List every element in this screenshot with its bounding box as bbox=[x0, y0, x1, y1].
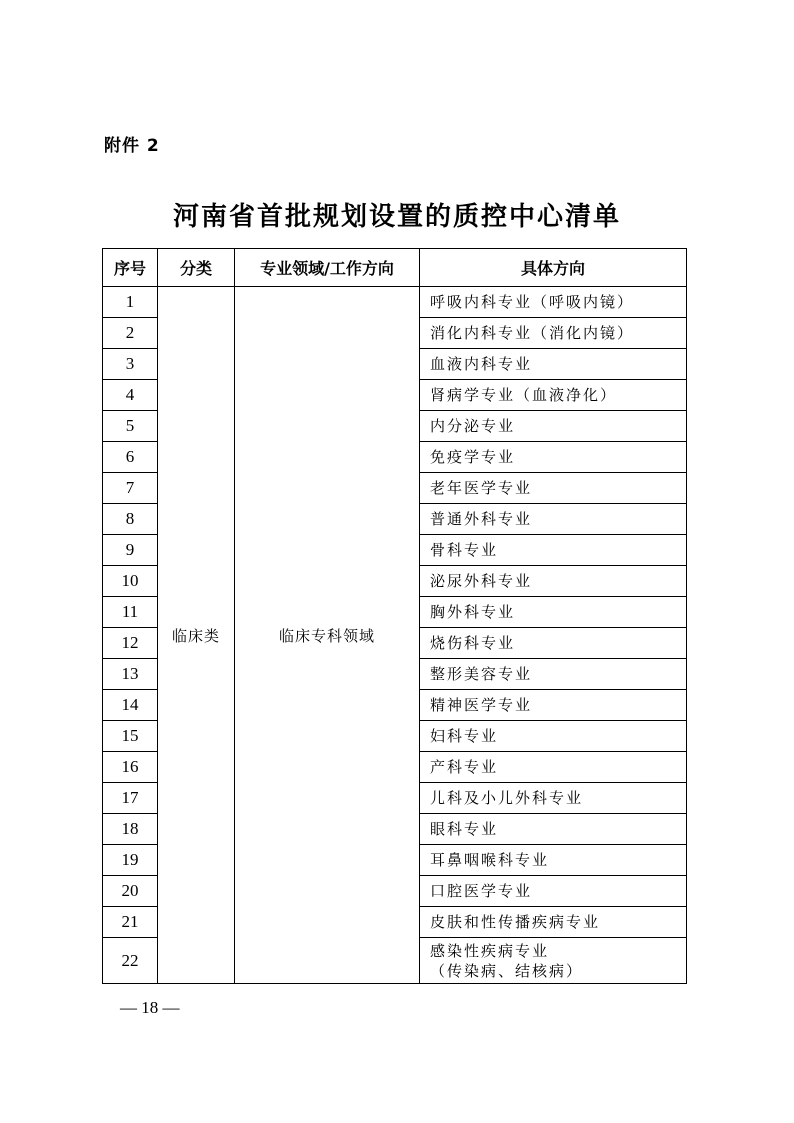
row-seq-cell: 8 bbox=[103, 504, 158, 535]
direction-cell: 妇科专业 bbox=[420, 721, 687, 752]
direction-cell: 胸外科专业 bbox=[420, 597, 687, 628]
table bbox=[102, 248, 687, 984]
row-seq-cell: 10 bbox=[103, 566, 158, 597]
row-seq-cell: 5 bbox=[103, 411, 158, 442]
direction-cell: 呼吸内科专业（呼吸内镜） bbox=[420, 287, 687, 318]
category-cell: 临床类 bbox=[158, 287, 235, 984]
direction-cell: 内分泌专业 bbox=[420, 411, 687, 442]
direction-cell: 口腔医学专业 bbox=[420, 876, 687, 907]
row-seq-cell: 14 bbox=[103, 690, 158, 721]
row-seq-cell: 2 bbox=[103, 318, 158, 349]
direction-cell: 精神医学专业 bbox=[420, 690, 687, 721]
direction-cell: 整形美容专业 bbox=[420, 659, 687, 690]
direction-cell: 肾病学专业（血液净化） bbox=[420, 380, 687, 411]
row-seq-cell: 13 bbox=[103, 659, 158, 690]
direction-cell: 皮肤和性传播疾病专业 bbox=[420, 907, 687, 938]
direction-line-1: 感染性疾病专业 bbox=[430, 941, 550, 960]
attachment-label: 附件 2 bbox=[104, 136, 160, 156]
row-seq-cell: 17 bbox=[103, 783, 158, 814]
row-seq-cell: 19 bbox=[103, 845, 158, 876]
direction-cell: 烧伤科专业 bbox=[420, 628, 687, 659]
direction-cell bbox=[420, 938, 687, 984]
row-seq-cell: 16 bbox=[103, 752, 158, 783]
row-seq-cell: 20 bbox=[103, 876, 158, 907]
row-seq-cell: 15 bbox=[103, 721, 158, 752]
table-body bbox=[103, 287, 687, 984]
header-field: 专业领域/工作方向 bbox=[235, 249, 420, 287]
row-seq-cell: 9 bbox=[103, 535, 158, 566]
row-seq-cell: 1 bbox=[103, 287, 158, 318]
direction-cell: 耳鼻咽喉科专业 bbox=[420, 845, 687, 876]
header-direction: 具体方向 bbox=[420, 249, 687, 287]
direction-cell: 儿科及小儿外科专业 bbox=[420, 783, 687, 814]
direction-cell: 产科专业 bbox=[420, 752, 687, 783]
header-category: 分类 bbox=[158, 249, 235, 287]
direction-cell: 骨科专业 bbox=[420, 535, 687, 566]
direction-cell: 老年医学专业 bbox=[420, 473, 687, 504]
document-title: 河南省首批规划设置的质控中心清单 bbox=[172, 202, 621, 232]
field-cell: 临床专科领域 bbox=[235, 287, 420, 984]
quality-control-center-table bbox=[102, 248, 687, 984]
direction-cell: 普通外科专业 bbox=[420, 504, 687, 535]
row-seq-cell: 4 bbox=[103, 380, 158, 411]
direction-cell: 眼科专业 bbox=[420, 814, 687, 845]
direction-cell: 血液内科专业 bbox=[420, 349, 687, 380]
row-seq-cell: 7 bbox=[103, 473, 158, 504]
row-seq-cell: 11 bbox=[103, 597, 158, 628]
row-seq-cell: 21 bbox=[103, 907, 158, 938]
row-seq-cell: 18 bbox=[103, 814, 158, 845]
row-seq-cell: 22 bbox=[103, 938, 158, 984]
row-seq-cell: 6 bbox=[103, 442, 158, 473]
direction-cell: 免疫学专业 bbox=[420, 442, 687, 473]
direction-cell: 消化内科专业（消化内镜） bbox=[420, 318, 687, 349]
direction-line-2: （传染病、结核病） bbox=[430, 961, 584, 980]
table-header-row bbox=[103, 249, 687, 287]
header-seq: 序号 bbox=[103, 249, 158, 287]
table-row bbox=[103, 287, 687, 318]
row-seq-cell: 12 bbox=[103, 628, 158, 659]
page-number: — 18 — bbox=[120, 998, 180, 1017]
row-seq-cell: 3 bbox=[103, 349, 158, 380]
direction-cell: 泌尿外科专业 bbox=[420, 566, 687, 597]
